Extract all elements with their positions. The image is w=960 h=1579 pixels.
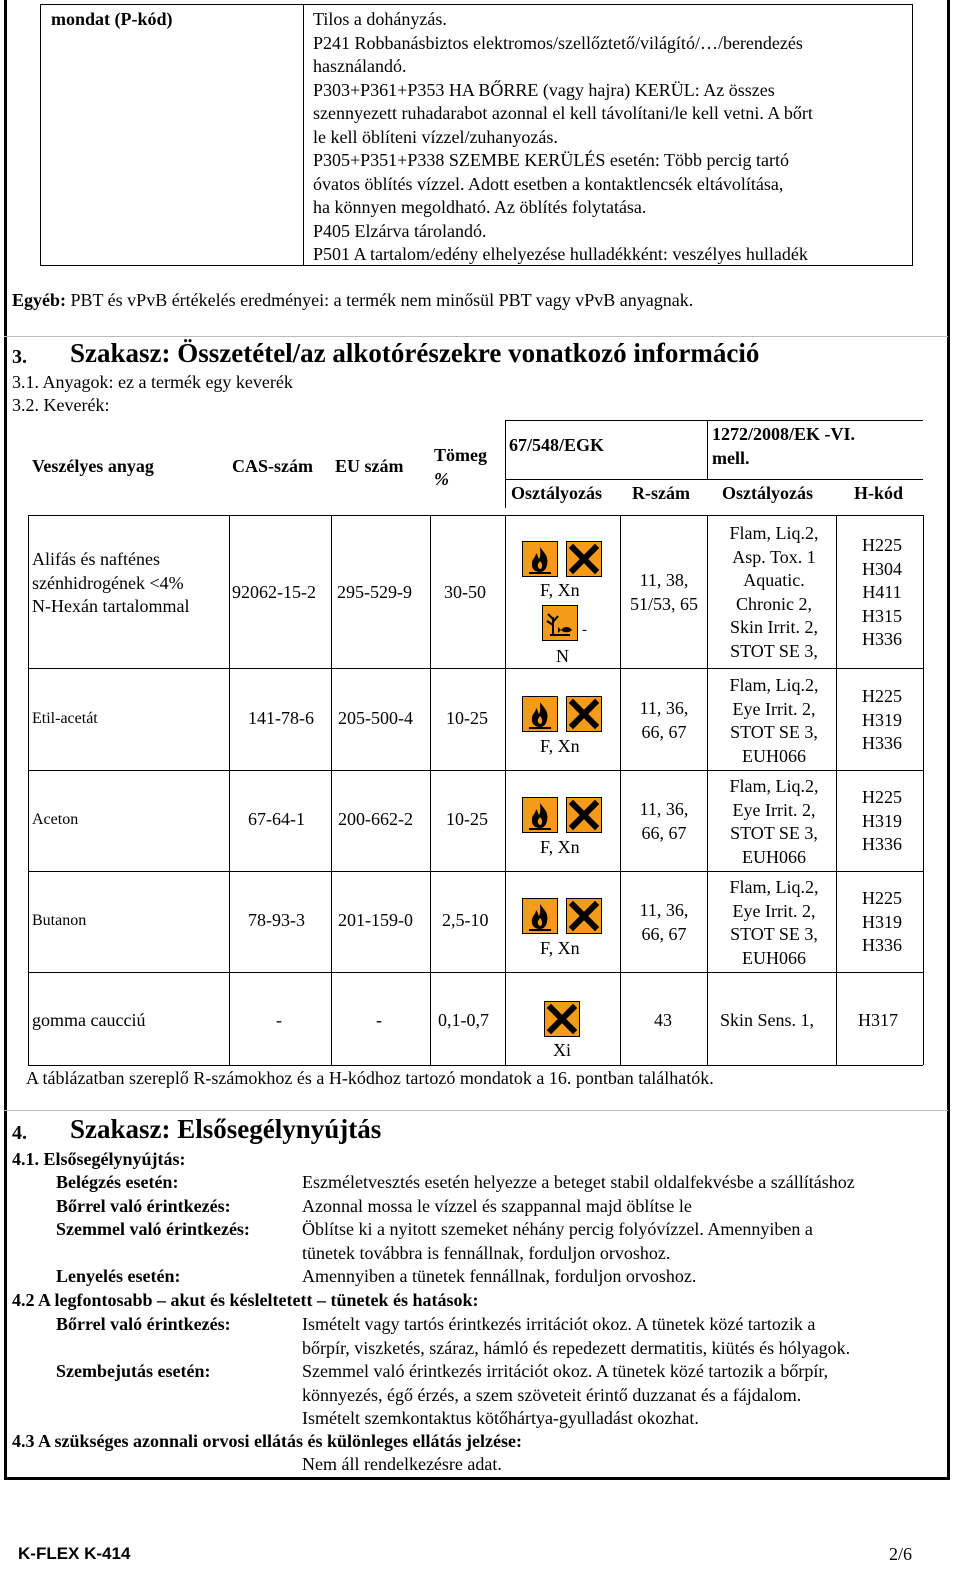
irritant-x-icon xyxy=(544,1001,580,1037)
harmful-x-icon xyxy=(566,898,602,934)
h-line: H304 xyxy=(862,558,902,579)
h-line: H319 xyxy=(862,709,902,730)
h-line: H336 xyxy=(862,733,902,753)
harmful-x-icon xyxy=(566,797,602,833)
table-grid-line xyxy=(28,515,923,516)
table-grid-line xyxy=(707,515,708,1065)
mass-percent: 10-25 xyxy=(446,708,488,728)
class-line: Flam, Liq.2, xyxy=(729,877,819,897)
p-line: P305+P351+P338 SZEMBE KERÜLÉS esetén: Több percig tartó xyxy=(313,150,789,170)
table-grid-line xyxy=(28,515,29,1065)
h-line: H336 xyxy=(862,935,902,955)
p-line: P241 Robbanásbiztos elektromos/szellőztető/világító/…/berendezés xyxy=(313,32,803,53)
class-line: Eye Irrit. 2, xyxy=(732,900,816,921)
ingestion-text: Amennyiben a tünetek fennállnak, forduljon orvoshoz. xyxy=(302,1266,697,1286)
row1-mass: 30-50 xyxy=(444,582,486,602)
class-line: STOT SE 3, xyxy=(730,722,818,742)
eye-symptoms-text: Ismételt szemkontaktus kötőhártya-gyulladást okozhat. xyxy=(302,1408,699,1428)
substance-name: Aceton xyxy=(32,811,79,828)
class-line: STOT SE 3, xyxy=(730,924,818,944)
other-label: Egyéb: xyxy=(12,290,66,310)
h-line: H319 xyxy=(862,810,902,831)
other-info xyxy=(12,290,693,311)
flammable-icon xyxy=(522,541,558,577)
header-line xyxy=(505,479,923,480)
flammable-icon xyxy=(522,797,558,833)
table-note: A táblázatban szereplő R-számokhoz és a H-kódhoz tartozó mondatok a 16. pontban találhatók. xyxy=(26,1068,714,1088)
h-line: H411 xyxy=(862,582,902,602)
section4-2-heading: 4.2 A legfontosabb – akut és késleltetett – tünetek és hatások: xyxy=(12,1290,479,1310)
row1-h-code xyxy=(844,534,920,652)
section4-3-text: Nem áll rendelkezésre adat. xyxy=(302,1454,502,1474)
row1-classification xyxy=(712,522,836,663)
r-line: 11, 36, xyxy=(639,900,689,920)
h-code xyxy=(844,887,920,958)
row5-symbol: Xi xyxy=(553,1040,571,1060)
row1-dash: - xyxy=(582,622,587,638)
row5-h-code: H317 xyxy=(858,1010,898,1030)
section4-title: Szakasz: Elsősegélynyújtás xyxy=(70,1114,382,1144)
h-line: H225 xyxy=(862,686,902,706)
eu-number: 201-159-0 xyxy=(338,910,413,930)
skin-contact-text: Azonnal mossa le vízzel és szappannal majd öblítse le xyxy=(302,1195,692,1216)
p-table-label: mondat (P-kód) xyxy=(51,9,173,29)
skin-symptoms-text: Ismételt vagy tartós érintkezés irritációt okoz. A tünetek közé tartozik a xyxy=(302,1314,816,1334)
table-grid-line xyxy=(28,972,923,973)
row1-symbol2: N xyxy=(556,646,569,666)
p-line: óvatos öblítés vízzel. Adott esetben a kontaktlencsék eltávolítása, xyxy=(313,173,784,194)
p-line: ha könnyen megoldható. Az öblítés folytatása. xyxy=(313,197,647,217)
row5-cas: - xyxy=(276,1010,282,1030)
hazard-symbol: F, Xn xyxy=(540,837,580,857)
skin-symptoms-label: Bőrrel való érintkezés: xyxy=(56,1314,231,1334)
table-grid-line xyxy=(229,515,230,1065)
h-code xyxy=(844,685,920,756)
eye-symptoms-text: könnyezés, égő érzés, a szem szöveteit érintő duzzanat és a fájdalom. xyxy=(302,1384,802,1405)
p-line: szennyezett ruhadarabot azonnal el kell távolítani/le kell vetni. A bőrt xyxy=(313,103,813,123)
substance-name: Butanon xyxy=(32,912,87,929)
header-cas: CAS-szám xyxy=(232,456,313,476)
classification xyxy=(712,775,836,869)
table-grid-line xyxy=(28,668,923,669)
class-line: EUH066 xyxy=(742,846,806,867)
r-number xyxy=(620,899,708,946)
section4-3-heading: 4.3 A szükséges azonnali orvosi ellátás és különleges ellátás jelzése: xyxy=(12,1431,522,1451)
row5-classification: Skin Sens. 1, xyxy=(720,1010,815,1030)
ingestion-label: Lenyelés esetén: xyxy=(56,1266,181,1286)
class-line: EUH066 xyxy=(742,947,806,968)
row5-mass: 0,1-0,7 xyxy=(438,1010,489,1030)
row5-substance: gomma caucciú xyxy=(32,1010,146,1030)
p-line: P405 Elzárva tárolandó. xyxy=(313,220,487,241)
header-classification-1272: Osztályozás xyxy=(722,483,813,503)
substance-name: Etil-acetát xyxy=(32,710,98,727)
eye-contact-text: tünetek továbbra is fennállnak, forduljon orvoshoz. xyxy=(302,1242,671,1263)
class-line: STOT SE 3, xyxy=(730,640,818,661)
header-1272: 1272/2008/EK -VI. xyxy=(712,424,856,444)
mass-percent: 2,5-10 xyxy=(442,910,489,930)
footer-product: K-FLEX K-414 xyxy=(18,1544,131,1563)
substance-line: szénhidrogének <4% xyxy=(32,572,184,593)
header-classification-67: Osztályozás xyxy=(511,483,602,503)
header-h-code: H-kód xyxy=(854,483,904,503)
p-line: P501 A tartalom/edény elhelyezése hulladékként: veszélyes hulladék xyxy=(313,244,808,264)
flammable-icon xyxy=(522,696,558,732)
skin-contact-label: Bőrrel való érintkezés: xyxy=(56,1195,231,1216)
symptom-labels-42 xyxy=(56,1313,231,1384)
p-statement-table xyxy=(40,4,913,266)
section-divider xyxy=(4,1110,948,1111)
header-mass: Tömeg xyxy=(434,445,487,465)
h-line: H319 xyxy=(862,911,902,932)
table-grid-line xyxy=(505,515,506,1065)
header-r-number: R-szám xyxy=(632,483,690,503)
p-line: P303+P361+P353 HA BŐRRE (vagy hajra) KERÜL: Az összes xyxy=(313,79,775,100)
substance-line: N-Hexán tartalommal xyxy=(32,596,190,616)
table-grid-line xyxy=(836,515,837,1065)
flammable-icon xyxy=(522,898,558,934)
h-code xyxy=(844,786,920,857)
r-line: 66, 67 xyxy=(641,822,687,843)
cas-number: 141-78-6 xyxy=(248,708,314,728)
h-line: H225 xyxy=(862,787,902,807)
p-statement-lines xyxy=(313,8,908,267)
header-substance: Veszélyes anyag xyxy=(32,456,154,476)
r-line: 11, 36, xyxy=(639,799,689,819)
mass-percent: 10-25 xyxy=(446,809,488,829)
table-grid-line xyxy=(331,515,332,1065)
section3-sub2: 3.2. Keverék: xyxy=(12,395,110,415)
class-line: Chronic 2, xyxy=(736,593,812,614)
row1-eu: 295-529-9 xyxy=(337,582,412,602)
header-line xyxy=(505,420,506,508)
r-line: 66, 67 xyxy=(641,721,687,742)
row1-substance xyxy=(32,548,189,619)
class-line: Aquatic. xyxy=(743,570,805,590)
class-line: Flam, Liq.2, xyxy=(729,776,819,796)
h-line: H315 xyxy=(862,605,902,626)
eye-contact-text: Öblítse ki a nyitott szemeket néhány percig folyóvízzel. Amennyiben a xyxy=(302,1219,813,1239)
environment-icon xyxy=(542,605,578,641)
p-line: használandó. xyxy=(313,56,407,76)
r-number xyxy=(620,697,708,744)
p-line: Tilos a dohányzás. xyxy=(313,9,447,29)
inhalation-label: Belégzés esetén: xyxy=(56,1172,179,1192)
page-number: 2/6 xyxy=(888,1544,912,1564)
substance-line: Alifás és nafténes xyxy=(32,549,160,569)
header-eu: EU szám xyxy=(335,456,404,476)
table-grid-line xyxy=(28,1065,923,1066)
harmful-x-icon xyxy=(566,541,602,577)
eye-symptoms-text: Szemmel való érintkezés irritációt okoz. A tünetek közé tartozik a bőrpír, xyxy=(302,1361,829,1381)
cas-number: 78-93-3 xyxy=(248,910,305,930)
row5-eu: - xyxy=(376,1010,382,1030)
row1-symbol: F, Xn xyxy=(540,580,580,600)
class-line: Skin Irrit. 2, xyxy=(730,617,818,637)
row1-r-number xyxy=(620,569,708,616)
r-line: 51/53, 65 xyxy=(629,593,698,614)
p-line: le kell öblíteni vízzel/zuhanyozás. xyxy=(313,126,558,147)
table-grid-line xyxy=(28,871,923,872)
class-line: Flam, Liq.2, xyxy=(729,523,819,543)
r-number xyxy=(620,798,708,845)
other-text: PBT és vPvB értékelés eredményei: a termék nem minősül PBT vagy vPvB anyagnak. xyxy=(70,290,694,310)
eye-contact-label: Szemmel való érintkezés: xyxy=(56,1219,250,1239)
class-line: Flam, Liq.2, xyxy=(729,675,819,695)
class-line: Eye Irrit. 2, xyxy=(732,799,816,820)
first-aid-texts-41 xyxy=(302,1171,942,1289)
header-1272-annex: mell. xyxy=(712,448,750,468)
eye-symptoms-label: Szembejutás esetén: xyxy=(56,1361,211,1381)
class-line: EUH066 xyxy=(742,745,806,766)
h-line: H336 xyxy=(862,629,902,649)
section-divider xyxy=(4,336,948,337)
inhalation-text: Eszméletvesztés esetén helyezze a beteget stabil oldalfekvésbe a szállításhoz xyxy=(302,1172,855,1192)
table-grid-line xyxy=(923,515,924,1065)
skin-symptoms-text: bőrpír, viszketés, száraz, hámló és repedezett dermatitis, kiütés és hólyagok. xyxy=(302,1337,851,1358)
table-grid-line xyxy=(28,770,923,771)
section4-1-heading: 4.1. Elsősegélynyújtás: xyxy=(12,1149,186,1169)
section3-title: Szakasz: Összetétel/az alkotórészekre vonatkozó információ xyxy=(70,338,760,368)
r-line: 11, 38, xyxy=(639,570,689,590)
classification xyxy=(712,674,836,768)
cas-number: 67-64-1 xyxy=(248,809,305,829)
r-line: 11, 36, xyxy=(639,698,689,718)
class-line: STOT SE 3, xyxy=(730,823,818,843)
header-67-548: 67/548/EGK xyxy=(509,435,605,455)
hazard-symbol: F, Xn xyxy=(540,938,580,958)
section4-number: 4. xyxy=(12,1122,27,1144)
section3-number: 3. xyxy=(12,346,27,368)
row1-cas: 92062-15-2 xyxy=(232,582,316,602)
h-line: H225 xyxy=(862,888,902,908)
h-line: H336 xyxy=(862,834,902,854)
eu-number: 205-500-4 xyxy=(338,708,413,728)
hazard-symbol: F, Xn xyxy=(540,736,580,756)
first-aid-labels-41 xyxy=(56,1171,250,1289)
p-table-divider xyxy=(303,5,304,265)
eu-number: 200-662-2 xyxy=(338,809,413,829)
class-line: Eye Irrit. 2, xyxy=(732,698,816,719)
classification xyxy=(712,876,836,970)
header-line xyxy=(707,420,708,480)
table-grid-line xyxy=(620,515,621,1065)
header-mass-unit: % xyxy=(434,469,449,489)
symptom-texts-42 xyxy=(302,1313,942,1431)
row5-r-number: 43 xyxy=(654,1010,672,1030)
header-line xyxy=(505,420,923,421)
section3-sub1: 3.1. Anyagok: ez a termék egy keverék xyxy=(12,372,293,392)
r-line: 66, 67 xyxy=(641,923,687,944)
class-line: Asp. Tox. 1 xyxy=(732,546,816,567)
h-line: H225 xyxy=(862,535,902,555)
harmful-x-icon xyxy=(566,696,602,732)
table-grid-line xyxy=(430,515,431,1065)
